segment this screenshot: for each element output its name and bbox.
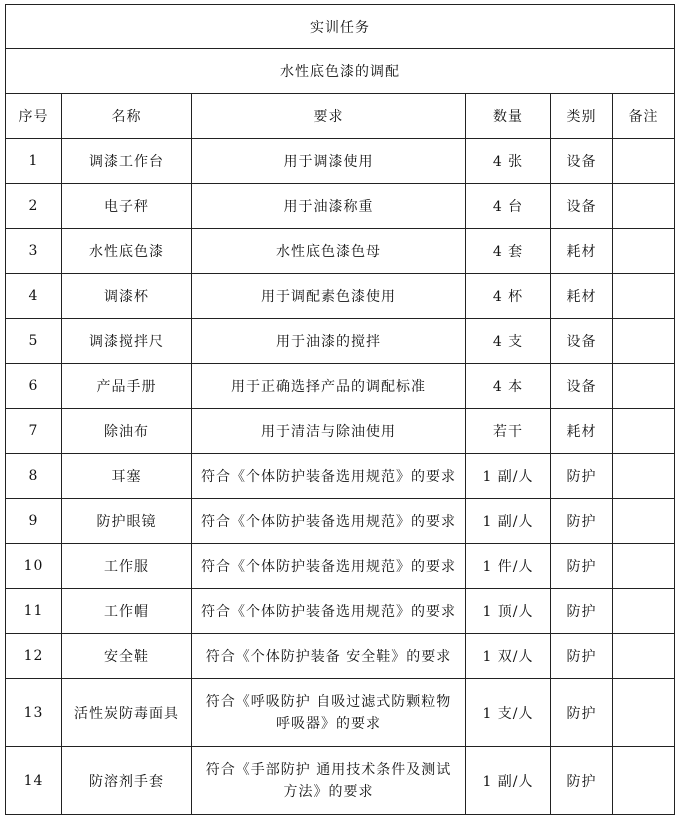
table-row — [6, 454, 675, 499]
header-row — [6, 94, 675, 139]
cell-qty: 4 支 — [466, 319, 551, 364]
cell-cat: 防护 — [551, 544, 613, 589]
cell-cat: 防护 — [551, 747, 613, 815]
cell-cat: 耗材 — [551, 409, 613, 454]
cell-cat: 防护 — [551, 454, 613, 499]
cell-req: 用于调漆使用 — [192, 139, 466, 184]
cell-no: 13 — [6, 679, 62, 747]
cell-name: 防溶剂手套 — [62, 747, 192, 815]
cell-cat: 防护 — [551, 499, 613, 544]
cell-qty: 4 张 — [466, 139, 551, 184]
cell-note — [613, 274, 675, 319]
cell-qty: 1 双/人 — [466, 634, 551, 679]
cell-note — [613, 499, 675, 544]
cell-req: 用于油漆的搅拌 — [192, 319, 466, 364]
header-no: 序号 — [6, 94, 62, 139]
cell-name: 水性底色漆 — [62, 229, 192, 274]
cell-no: 5 — [6, 319, 62, 364]
cell-qty: 1 顶/人 — [466, 589, 551, 634]
cell-note — [613, 184, 675, 229]
cell-note — [613, 747, 675, 815]
cell-req — [192, 747, 466, 815]
cell-cat: 耗材 — [551, 229, 613, 274]
table-row — [6, 589, 675, 634]
cell-no: 12 — [6, 634, 62, 679]
cell-req-line: 符合《呼吸防护 自吸过滤式防颗粒物 — [205, 693, 452, 710]
table-row — [6, 499, 675, 544]
table-row — [6, 139, 675, 184]
header-qty: 数量 — [466, 94, 551, 139]
cell-qty: 4 本 — [466, 364, 551, 409]
cell-cat: 防护 — [551, 679, 613, 747]
header-name: 名称 — [62, 94, 192, 139]
cell-name: 除油布 — [62, 409, 192, 454]
cell-note — [613, 544, 675, 589]
cell-req — [192, 679, 466, 747]
table-row — [6, 544, 675, 589]
cell-qty: 1 副/人 — [466, 454, 551, 499]
cell-no: 8 — [6, 454, 62, 499]
cell-qty: 4 杯 — [466, 274, 551, 319]
cell-no: 6 — [6, 364, 62, 409]
cell-note — [613, 229, 675, 274]
cell-cat: 设备 — [551, 139, 613, 184]
cell-cat: 耗材 — [551, 274, 613, 319]
cell-req: 符合《个体防护装备选用规范》的要求 — [192, 589, 466, 634]
cell-cat: 防护 — [551, 589, 613, 634]
cell-no: 14 — [6, 747, 62, 815]
header-cat: 类别 — [551, 94, 613, 139]
cell-name: 工作服 — [62, 544, 192, 589]
cell-req: 符合《个体防护装备 安全鞋》的要求 — [192, 634, 466, 679]
cell-req: 用于清洁与除油使用 — [192, 409, 466, 454]
cell-no: 11 — [6, 589, 62, 634]
cell-note — [613, 139, 675, 184]
cell-qty: 4 台 — [466, 184, 551, 229]
cell-req-line: 符合《手部防护 通用技术条件及测试 — [205, 761, 452, 778]
cell-name: 调漆工作台 — [62, 139, 192, 184]
cell-qty: 若干 — [466, 409, 551, 454]
cell-no: 1 — [6, 139, 62, 184]
cell-req: 用于油漆称重 — [192, 184, 466, 229]
cell-note — [613, 364, 675, 409]
cell-qty: 1 件/人 — [466, 544, 551, 589]
cell-name: 防护眼镜 — [62, 499, 192, 544]
table-subtitle: 水性底色漆的调配 — [6, 49, 675, 94]
table-row — [6, 679, 675, 747]
table-row — [6, 747, 675, 815]
table-row — [6, 364, 675, 409]
table-row — [6, 229, 675, 274]
table-row — [6, 319, 675, 364]
cell-req: 符合《个体防护装备选用规范》的要求 — [192, 499, 466, 544]
cell-name: 产品手册 — [62, 364, 192, 409]
cell-cat: 防护 — [551, 634, 613, 679]
cell-req: 水性底色漆色母 — [192, 229, 466, 274]
cell-name: 活性炭防毒面具 — [62, 679, 192, 747]
header-req: 要求 — [192, 94, 466, 139]
cell-cat: 设备 — [551, 184, 613, 229]
cell-name: 电子秤 — [62, 184, 192, 229]
cell-note — [613, 679, 675, 747]
task-table — [5, 4, 675, 815]
cell-name: 调漆搅拌尺 — [62, 319, 192, 364]
cell-no: 3 — [6, 229, 62, 274]
cell-no: 4 — [6, 274, 62, 319]
cell-note — [613, 319, 675, 364]
cell-name: 工作帽 — [62, 589, 192, 634]
cell-req: 用于正确选择产品的调配标准 — [192, 364, 466, 409]
cell-note — [613, 634, 675, 679]
cell-req: 符合《个体防护装备选用规范》的要求 — [192, 454, 466, 499]
cell-note — [613, 589, 675, 634]
table-title: 实训任务 — [6, 5, 675, 49]
cell-qty: 4 套 — [466, 229, 551, 274]
cell-no: 9 — [6, 499, 62, 544]
cell-name: 耳塞 — [62, 454, 192, 499]
table-row — [6, 184, 675, 229]
cell-qty: 1 副/人 — [466, 499, 551, 544]
table-row — [6, 274, 675, 319]
cell-cat: 设备 — [551, 364, 613, 409]
cell-cat: 设备 — [551, 319, 613, 364]
cell-req: 用于调配素色漆使用 — [192, 274, 466, 319]
cell-no: 7 — [6, 409, 62, 454]
cell-note — [613, 409, 675, 454]
cell-req-line: 呼吸器》的要求 — [276, 715, 381, 732]
cell-note — [613, 454, 675, 499]
cell-name: 调漆杯 — [62, 274, 192, 319]
cell-req: 符合《个体防护装备选用规范》的要求 — [192, 544, 466, 589]
cell-qty: 1 支/人 — [466, 679, 551, 747]
cell-no: 10 — [6, 544, 62, 589]
cell-qty: 1 副/人 — [466, 747, 551, 815]
cell-req-line: 方法》的要求 — [283, 783, 374, 800]
table-row — [6, 634, 675, 679]
cell-no: 2 — [6, 184, 62, 229]
cell-name: 安全鞋 — [62, 634, 192, 679]
header-note: 备注 — [613, 94, 675, 139]
table-row — [6, 409, 675, 454]
